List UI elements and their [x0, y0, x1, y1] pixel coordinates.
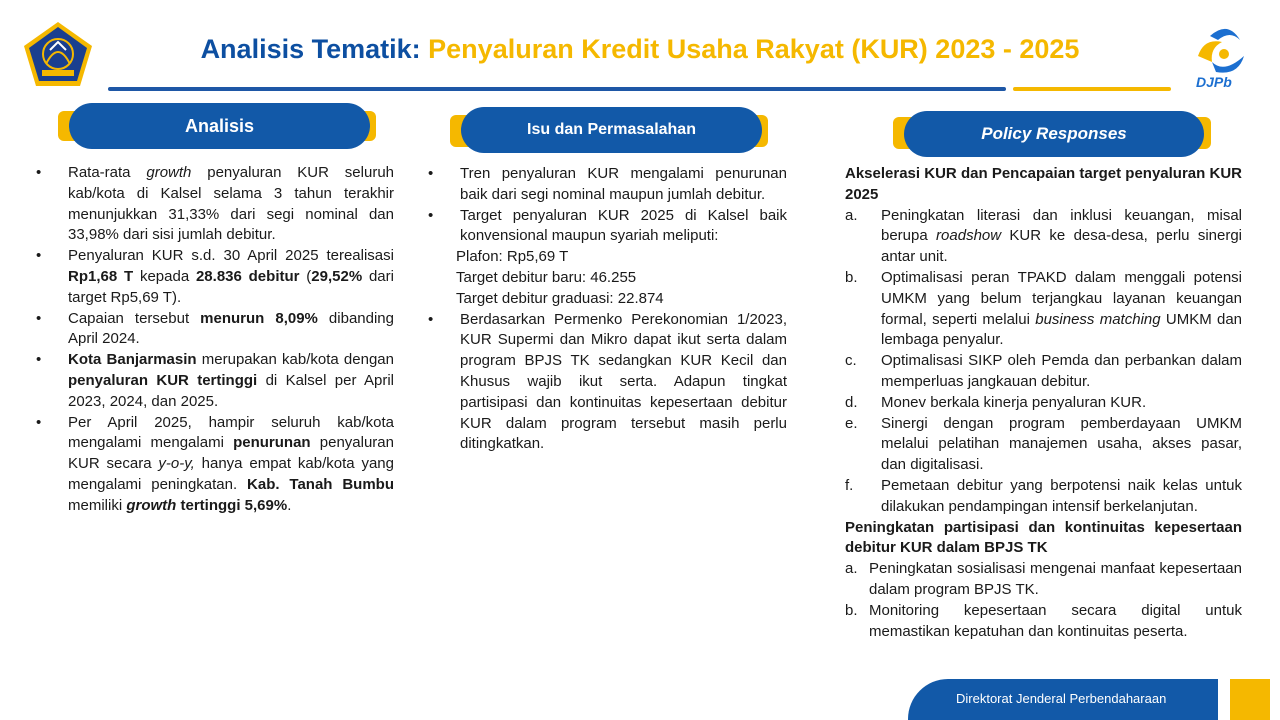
analisis-bullet-1: • Rata-rata growth penyaluran KUR seluruh kab/kota di Kalsel selama 3 tahun terakhir menunjukkan 31,33% dari segi nominal dan 33,98% dari sisi jumlah debitur. — [34, 163, 394, 246]
title-part-1: Analisis Tematik: — [200, 34, 421, 64]
policy-heading-akselerasi: Akselerasi KUR dan Pencapaian target penyaluran KUR 2025 — [845, 165, 1242, 203]
footer-text: Direktorat Jenderal Perbendaharaan — [956, 691, 1167, 706]
analisis-column — [34, 163, 394, 517]
isu-target-debitur-graduasi: Target debitur graduasi: 22.874 — [456, 289, 664, 307]
isu-column — [426, 164, 787, 455]
section-header-isu: Isu dan Permasalahan — [461, 107, 762, 153]
policy-item-b: b. Optimalisasi peran TPAKD dalam menggali potensi UMKM yang belum terjangkau layanan keuangan formal, seperti melalui business matching UMKM dan lembaga penyalur. — [845, 268, 1243, 349]
analisis-bullet-2: • Penyaluran KUR s.d. 30 April 2025 terealisasi Rp1,68 T kepada 28.836 debitur (29,52% dari target Rp5,69 T). — [34, 246, 394, 308]
policy-item-d: d. Monev berkala kinerja penyaluran KUR. — [845, 393, 1147, 411]
page-title — [0, 34, 1280, 65]
policy-item-e: e. Sinergi dengan program pemberdayaan UMKM melalui pelatihan manajemen usaha, akses pasar, dan digitalisasi. — [845, 414, 1242, 474]
policy-item-f: f. Pemetaan debitur yang berpotensi naik kelas untuk dilakukan pendampingan intensif berkelanjutan. — [845, 476, 1242, 515]
isu-bullet-3: • Berdasarkan Permenko Perekonomian 1/2023, KUR Supermi dan Mikro dapat ikut serta dalam program BPJS TK sedangkan KUR Kecil dan Khusus wajib ikut serta. Adapun tingkat partisipasi dan kontinuitas kepesertaan debitur KUR dalam program tersebut masih perlu ditingkatkan. — [426, 310, 787, 456]
policy-item-c: c. Optimalisasi SIKP oleh Pemda dan perbankan dalam memperluas jangkauan debitur. — [845, 352, 1242, 390]
analisis-bullet-4: • Kota Banjarmasin merupakan kab/kota dengan penyaluran KUR tertinggi di Kalsel per April 2023, 2024, dan 2025. — [34, 350, 394, 412]
policy-column — [845, 164, 1242, 642]
footer-accent-square — [1230, 679, 1270, 720]
policy-bpjs-item-b: b. Monitoring kepesertaan secara digital untuk memastikan kepatuhan dan kontinuitas peserta. — [845, 601, 1242, 640]
analisis-bullet-3: • Capaian tersebut menurun 8,09% dibanding April 2024. — [34, 309, 394, 351]
isu-target-debitur-baru: Target debitur baru: 46.255 — [456, 268, 637, 286]
section-header-analisis: Analisis — [69, 103, 370, 149]
section-header-policy: Policy Responses — [904, 111, 1204, 157]
header-divider-yellow — [1013, 87, 1171, 91]
title-part-2: Penyaluran Kredit Usaha Rakyat (KUR) 2023 - 2025 — [428, 34, 1080, 64]
isu-target-plafon: Plafon: Rp5,69 T — [456, 248, 569, 266]
djpb-logo-text: DJPb — [1196, 74, 1232, 90]
policy-item-a: a. Peningkatan literasi dan inklusi keuangan, misal berupa roadshow KUR ke desa-desa, perlu sinergi antar unit. — [845, 206, 1243, 266]
footer-banner — [908, 679, 1218, 720]
analisis-bullet-5: • Per April 2025, hampir seluruh kab/kota mengalami mengalami penurunan penyaluran KUR secara y-o-y, hanya empat kab/kota yang mengalami peningkatan. Kab. Tanah Bumbu memiliki growth tertinggi 5,69%. — [34, 413, 394, 517]
policy-heading-bpjs: Peningkatan partisipasi dan kontinuitas kepesertaan debitur KUR dalam BPJS TK — [845, 518, 1242, 557]
isu-bullet-1: • Tren penyaluran KUR mengalami penurunan baik dari segi nominal maupun jumlah debitur. — [426, 164, 787, 206]
isu-bullet-2: • Target penyaluran KUR 2025 di Kalsel baik konvensional maupun syariah meliputi: — [426, 206, 787, 248]
policy-bpjs-item-a: a. Peningkatan sosialisasi mengenai manfaat kepesertaan dalam program BPJS TK. — [845, 560, 1242, 598]
header-divider-blue — [108, 87, 1006, 91]
